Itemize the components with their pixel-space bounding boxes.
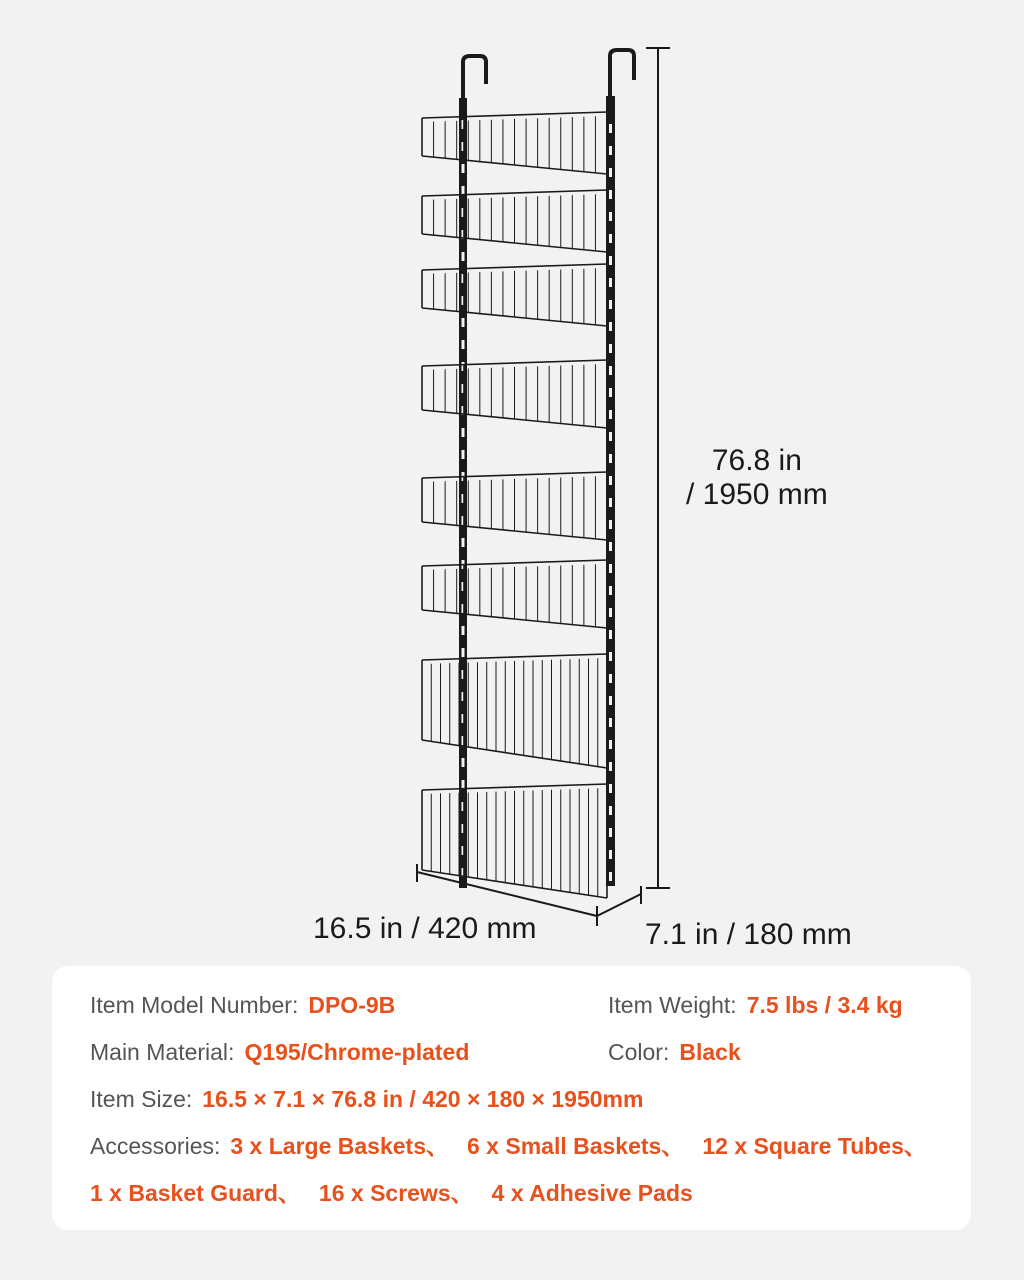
rail-hole bbox=[609, 322, 612, 331]
weight-label: Item Weight: bbox=[608, 992, 737, 1018]
basket bbox=[422, 560, 607, 628]
height-dimension-label bbox=[686, 444, 828, 512]
accessory-item: 1 x Basket Guard、 bbox=[90, 1180, 301, 1206]
rail-hole bbox=[462, 164, 465, 173]
rail-holes bbox=[462, 120, 613, 881]
size-value: 16.5 × 7.1 × 76.8 in / 420 × 180 × 1950mm bbox=[202, 1086, 644, 1112]
height-millimeters: / 1950 mm bbox=[686, 478, 828, 511]
accessory-item: 12 x Square Tubes、 bbox=[702, 1133, 927, 1159]
rail-hole bbox=[609, 454, 612, 463]
depth-dimension-label: 7.1 in / 180 mm bbox=[645, 918, 852, 951]
accessory-item: 6 x Small Baskets、 bbox=[467, 1133, 685, 1159]
rail-hole bbox=[609, 432, 612, 441]
rail-hole bbox=[609, 190, 612, 199]
rail-hole bbox=[609, 850, 612, 859]
color-value: Black bbox=[679, 1039, 741, 1065]
basket bbox=[422, 264, 607, 326]
rail-hole bbox=[609, 300, 612, 309]
rail-hole bbox=[609, 388, 612, 397]
size-label: Item Size: bbox=[90, 1086, 193, 1112]
weight-value: 7.5 lbs / 3.4 kg bbox=[746, 992, 903, 1018]
rail-hole bbox=[609, 542, 612, 551]
spec-weight-row bbox=[608, 990, 903, 1020]
rail-hole bbox=[609, 586, 612, 595]
basket bbox=[422, 654, 607, 768]
rail-hole bbox=[609, 168, 612, 177]
spec-model-row bbox=[90, 990, 395, 1020]
door-hooks bbox=[463, 50, 634, 100]
spec-material-row bbox=[90, 1037, 469, 1067]
rail-hole bbox=[609, 872, 612, 881]
rail-hole bbox=[609, 212, 612, 221]
rail-hole bbox=[462, 186, 465, 195]
material-value: Q195/Chrome-plated bbox=[244, 1039, 470, 1065]
rail-hole bbox=[609, 344, 612, 353]
baskets bbox=[422, 112, 607, 898]
specifications-card bbox=[52, 966, 971, 1230]
rail-hole bbox=[609, 234, 612, 243]
rail-hole bbox=[609, 520, 612, 529]
rail-hole bbox=[609, 124, 612, 133]
rail-hole bbox=[609, 718, 612, 727]
accessory-item: 4 x Adhesive Pads bbox=[491, 1180, 693, 1206]
rail-hole bbox=[462, 626, 465, 635]
basket bbox=[422, 472, 607, 540]
material-label: Main Material: bbox=[90, 1039, 235, 1065]
vertical-rails bbox=[459, 96, 615, 888]
rail-hole bbox=[609, 784, 612, 793]
rail-hole bbox=[609, 564, 612, 573]
rail-hole bbox=[609, 696, 612, 705]
rail-hole bbox=[609, 828, 612, 837]
color-label: Color: bbox=[608, 1039, 670, 1065]
rail-hole bbox=[462, 538, 465, 547]
rail-hole bbox=[609, 256, 612, 265]
height-dimension-line bbox=[646, 48, 670, 888]
rail-hole bbox=[609, 806, 612, 815]
basket bbox=[422, 360, 607, 428]
width-dimension-label: 16.5 in / 420 mm bbox=[313, 912, 537, 945]
accessory-item: 16 x Screws、 bbox=[318, 1180, 474, 1206]
depth-dimension-line bbox=[597, 886, 641, 916]
rail-hole bbox=[462, 758, 465, 767]
basket bbox=[422, 112, 607, 174]
spec-size-row bbox=[90, 1084, 643, 1114]
model-value: DPO-9B bbox=[308, 992, 396, 1018]
spec-color-row bbox=[608, 1037, 741, 1067]
rail-hole bbox=[462, 450, 465, 459]
height-inches: 76.8 in bbox=[711, 444, 802, 477]
rail-hole bbox=[609, 498, 612, 507]
accessories-label: Accessories: bbox=[90, 1133, 221, 1159]
rail-hole bbox=[609, 410, 612, 419]
rail-hole bbox=[462, 780, 465, 789]
model-label: Item Model Number: bbox=[90, 992, 299, 1018]
rail-hole bbox=[462, 318, 465, 327]
rail-hole bbox=[462, 252, 465, 261]
rail-hole bbox=[609, 762, 612, 771]
spec-accessories-row bbox=[90, 1131, 927, 1161]
rail-hole bbox=[462, 340, 465, 349]
accessory-item: 3 x Large Baskets、 bbox=[230, 1133, 449, 1159]
rail-hole bbox=[609, 366, 612, 375]
rail-hole bbox=[609, 630, 612, 639]
rail-hole bbox=[462, 648, 465, 657]
rail-hole bbox=[609, 476, 612, 485]
rail-hole bbox=[609, 674, 612, 683]
basket bbox=[422, 190, 607, 252]
rail-hole bbox=[609, 608, 612, 617]
rail-hole bbox=[462, 428, 465, 437]
rail-hole bbox=[609, 146, 612, 155]
rail-hole bbox=[609, 740, 612, 749]
rail-hole bbox=[609, 278, 612, 287]
spec-accessories-row-2 bbox=[90, 1178, 693, 1208]
rail-hole bbox=[609, 652, 612, 661]
